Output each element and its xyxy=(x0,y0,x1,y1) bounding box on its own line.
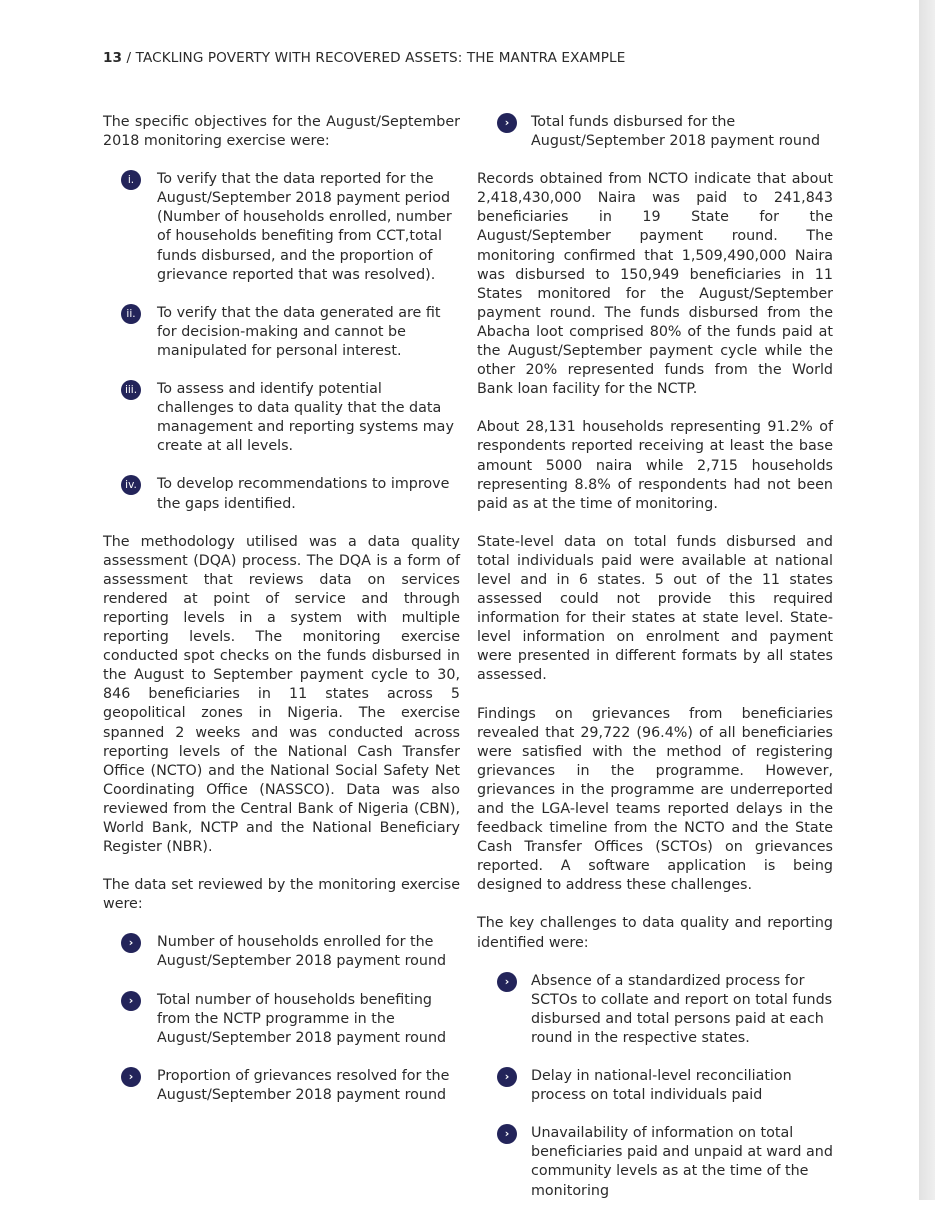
challenge-item xyxy=(477,1124,833,1200)
challenges-intro: The key challenges to data quality and reporting identified were: xyxy=(477,915,833,951)
page-number: 13 xyxy=(103,50,123,66)
chevron-right-icon: › xyxy=(497,972,517,992)
roman-numeral-badge: i. xyxy=(121,170,141,190)
objective-item xyxy=(103,475,460,513)
running-title: TACKLING POVERTY WITH RECOVERED ASSETS: THE MANTRA EXAMPLE xyxy=(135,50,626,66)
left-column xyxy=(103,113,460,1124)
dataset-text: Proportion of grievances resolved for the August/September 2018 payment round xyxy=(157,1067,450,1103)
objective-text: To develop recommendations to improve the gaps identified. xyxy=(157,476,450,512)
challenge-item xyxy=(477,1067,833,1105)
page-edge-shadow xyxy=(919,0,935,1200)
challenge-text: Unavailability of information on total beneficiaries paid and unpaid at ward and community levels as at the time of the monitoring xyxy=(531,1125,833,1199)
right-column xyxy=(477,113,833,1220)
header-separator: / xyxy=(126,50,132,66)
page-header xyxy=(103,50,625,66)
chevron-right-icon: › xyxy=(497,113,517,133)
roman-numeral-badge: iv. xyxy=(121,475,141,495)
dataset-item xyxy=(103,1067,460,1105)
state-level-paragraph: State-level data on total funds disbursed and total individuals paid were available at national level and in 6 states. 5 out of the 11 states assessed could not provide this required information for their states at state level. State-level information on enrolment and payment were presented in different formats by all states assessed. xyxy=(477,533,833,684)
challenge-item xyxy=(477,972,833,1048)
chevron-right-icon: › xyxy=(497,1067,517,1087)
objective-text: To assess and identify potential challenges to data quality that the data management and reporting systems may create at all levels. xyxy=(157,381,454,455)
chevron-right-icon: › xyxy=(121,991,141,1011)
dataset-text: Number of households enrolled for the August/September 2018 payment round xyxy=(157,934,447,970)
roman-numeral-badge: iii. xyxy=(121,380,141,400)
chevron-right-icon: › xyxy=(497,1124,517,1144)
roman-numeral-badge: ii. xyxy=(121,304,141,324)
objective-text: To verify that the data reported for the August/September 2018 payment period (Number of households enrolled, number of households benefiting from CCT,total funds disbursed, and the proportion of grievance reported that was resolved). xyxy=(157,171,452,283)
objective-item xyxy=(103,304,460,361)
challenge-text: Delay in national-level reconciliation process on total individuals paid xyxy=(531,1068,792,1104)
dataset-intro: The data set reviewed by the monitoring exercise were: xyxy=(103,877,460,913)
dataset-item xyxy=(103,933,460,971)
grievances-paragraph: Findings on grievances from beneficiaries revealed that 29,722 (96.4%) of all beneficiaries were satisfied with the method of registering grievances in the programme. However, grievances in the programme are underreported and the LGA-level teams reported delays in the feedback timeline from the NCTO and the State Cash Transfer Offices (SCTOs) on grievances reported. A software application is being designed to address these challenges. xyxy=(477,705,833,894)
dataset-text: Total number of households benefiting from the NCTP programme in the August/September 2018 payment round xyxy=(157,991,447,1046)
dataset-text: Total funds disbursed for the August/September 2018 payment round xyxy=(531,114,821,150)
methodology-paragraph: The methodology utilised was a data quality assessment (DQA) process. The DQA is a form of assessment that reviews data on services rendered at point of service and through reporting levels in a system with multiple reporting levels. The monitoring exercise conducted spot checks on the funds disbursed in the August to September payment cycle to 30, 846 beneficiaries in 11 states across 5 geopolitical zones in Nigeria. The exercise spanned 2 weeks and was conducted across reporting levels of the National Cash Transfer Office (NCTO) and the National Social Safety Net Coordinating Office (NASSCO). Data was also reviewed from the Central Bank of Nigeria (CBN), World Bank, NCTP and the National Beneficiary Register (NBR). xyxy=(103,533,460,856)
objective-text: To verify that the data generated are fit for decision-making and cannot be manipulated for personal interest. xyxy=(157,304,441,359)
challenge-text: Absence of a standardized process for SCTOs to collate and report on total funds disbursed and total persons paid at each round in the respective states. xyxy=(531,972,833,1046)
households-paragraph: About 28,131 households representing 91.2% of respondents reported receiving at least the base amount 5000 naira while 2,715 households representing 8.8% of respondents had not been paid as at the time of monitoring. xyxy=(477,419,833,512)
objective-item xyxy=(103,170,460,285)
dataset-item xyxy=(103,991,460,1048)
objectives-intro: The specific objectives for the August/September 2018 monitoring exercise were: xyxy=(103,114,460,150)
funds-paragraph: Records obtained from NCTO indicate that about 2,418,430,000 Naira was paid to 241,843 beneficiaries in 19 State for the August/September payment round. The monitoring confirmed that 1,509,490,000 Naira was disbursed to 150,949 beneficiaries in 11 States monitored for the August/September payment round. The funds disbursed from the Abacha loot comprised 80% of the funds paid at the August/September payment cycle while the other 20% represented funds from the World Bank loan facility for the NCTP. xyxy=(477,171,833,398)
chevron-right-icon: › xyxy=(121,1067,141,1087)
dataset-item xyxy=(477,113,833,151)
chevron-right-icon: › xyxy=(121,933,141,953)
objective-item xyxy=(103,380,460,456)
